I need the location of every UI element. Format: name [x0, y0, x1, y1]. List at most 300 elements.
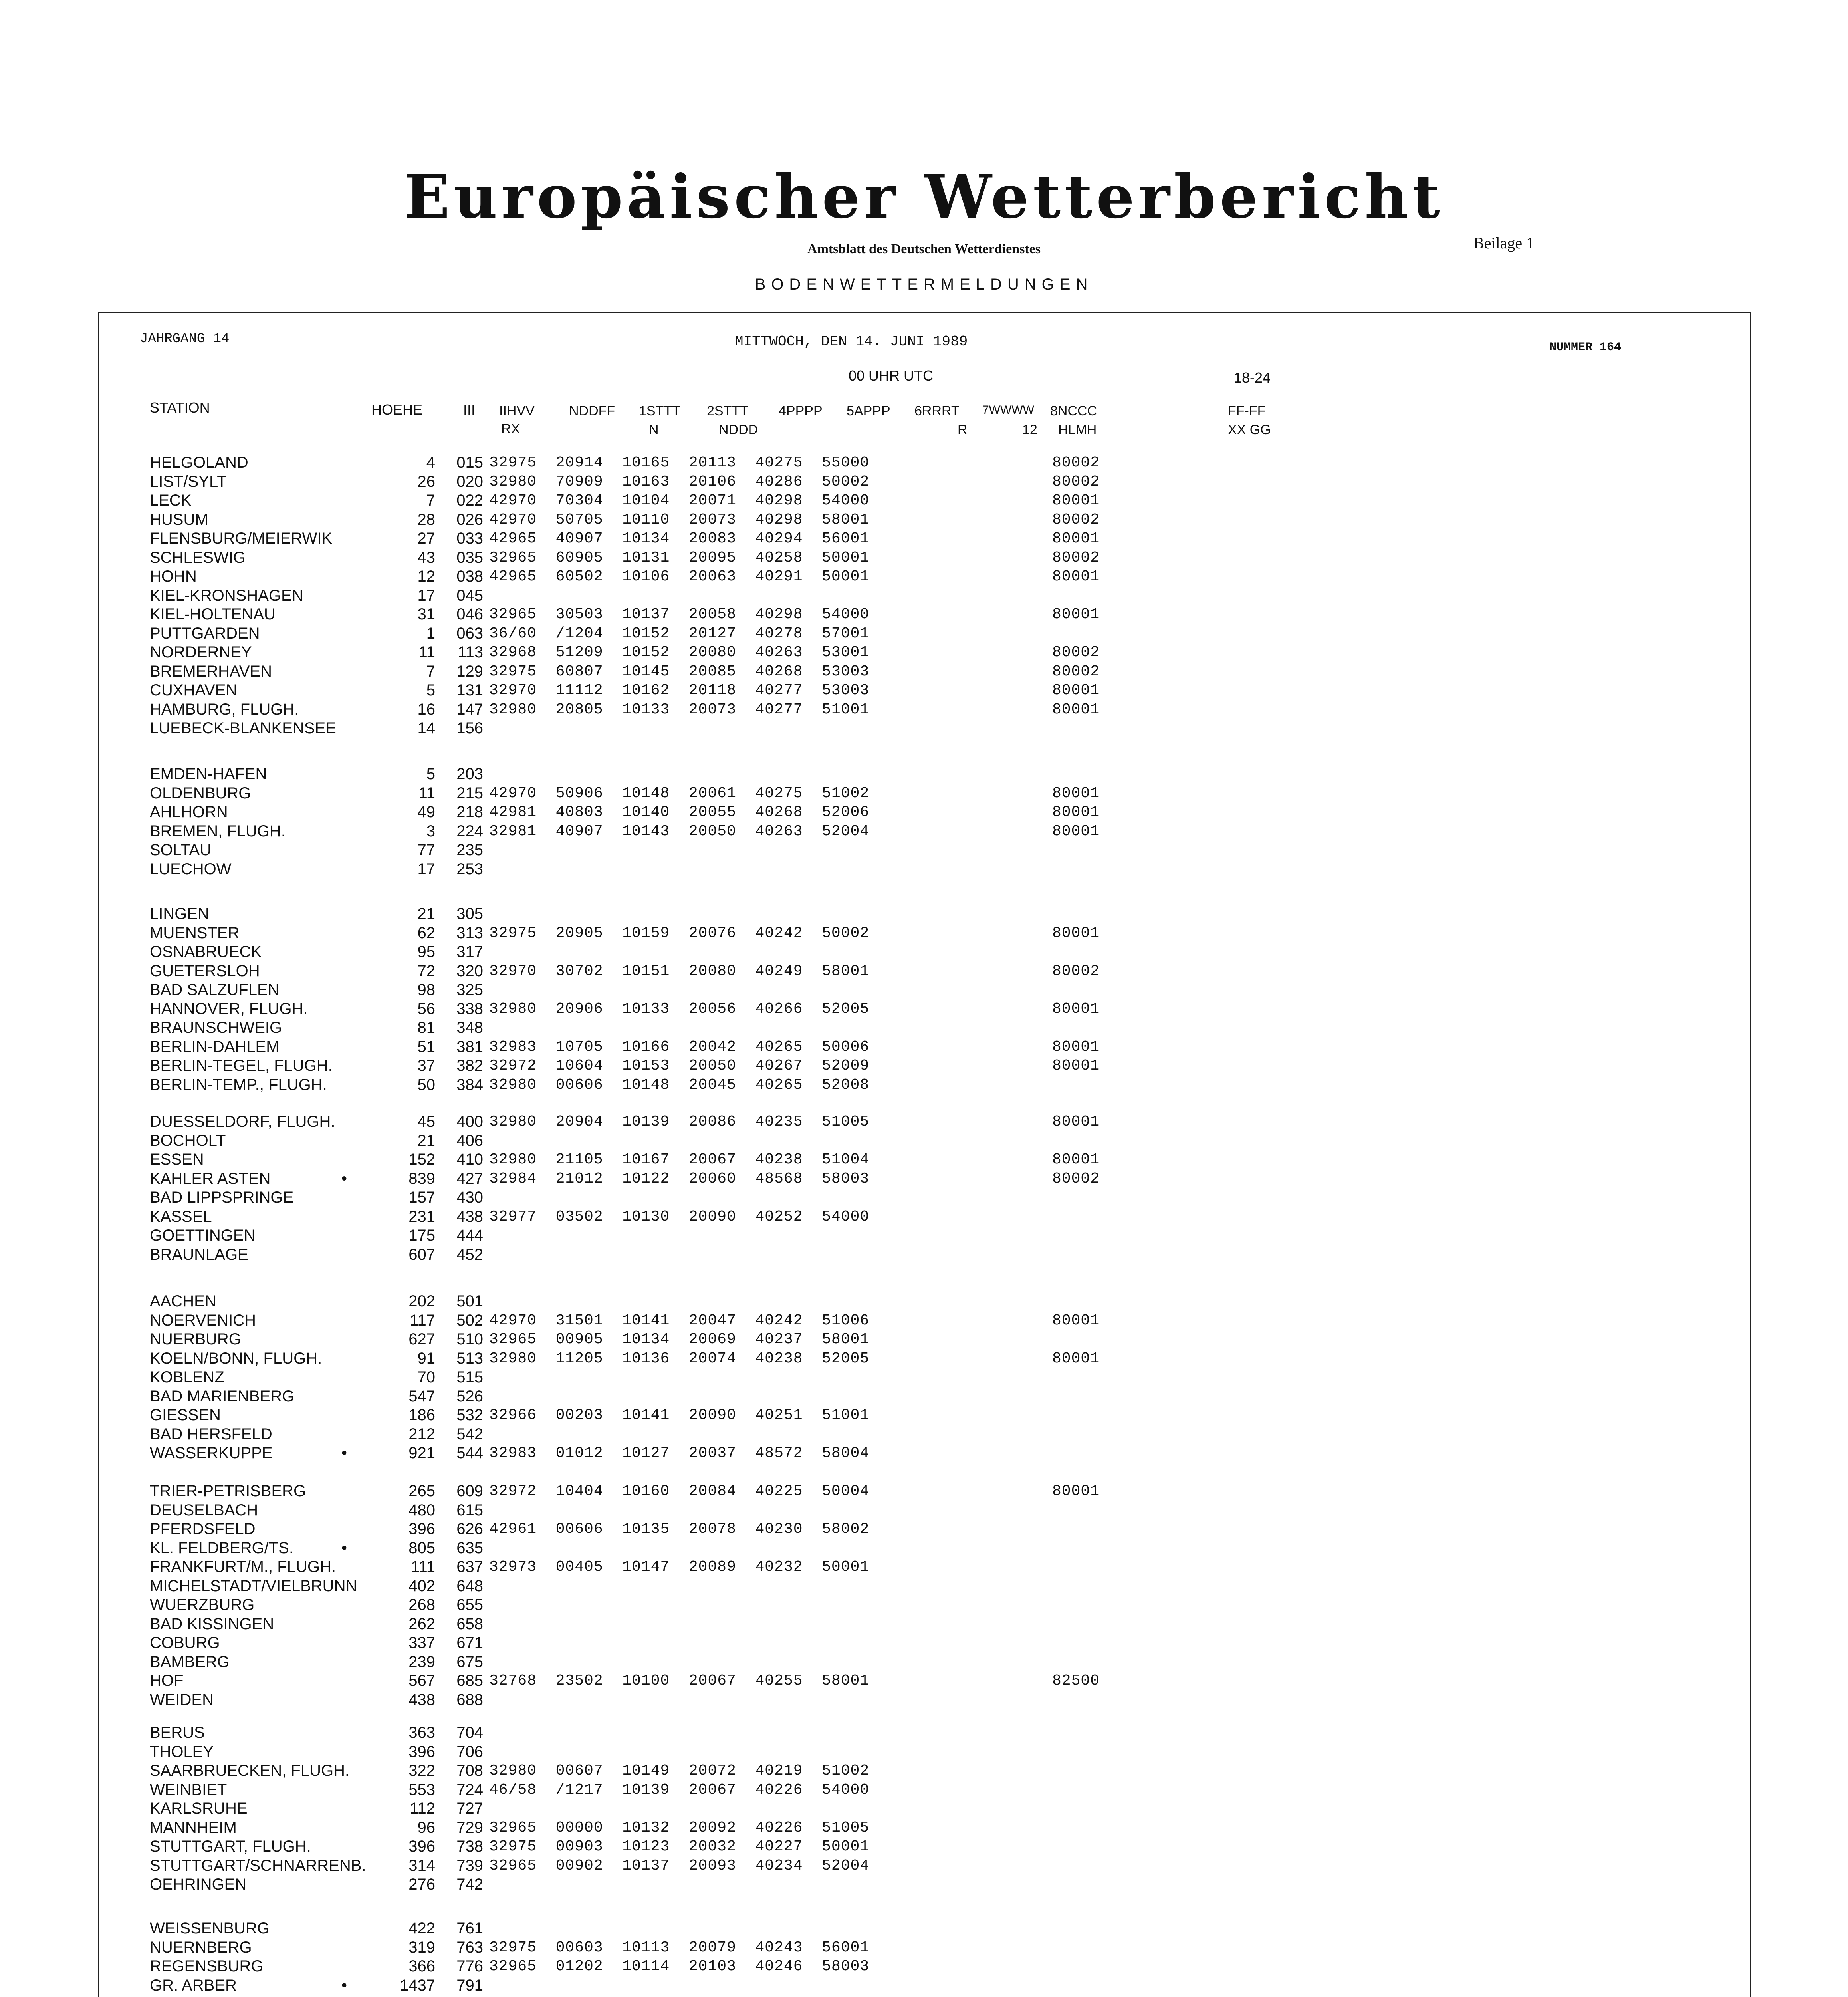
station-name: DEUSELBACH [150, 1501, 258, 1519]
station-name: GIESSEN [150, 1406, 221, 1424]
station-synop-groups: 32975 20914 10165 20113 40275 55000 [489, 454, 870, 471]
station-height: 396 [408, 1520, 435, 1538]
mountain-station-marker: • [341, 1444, 347, 1462]
station-cloud-group: 80002 [1052, 644, 1100, 661]
station-cloud-group: 80001 [1052, 1483, 1100, 1500]
station-height: 43 [417, 548, 435, 566]
station-name: KL. FELDBERG/TS. [150, 1539, 294, 1557]
station-number: 724 [456, 1781, 483, 1798]
station-number: 763 [456, 1938, 483, 1956]
station-name: KARLSRUHE [150, 1800, 248, 1817]
station-height: 396 [408, 1743, 435, 1761]
station-number: 706 [456, 1743, 483, 1761]
station-height: 186 [408, 1406, 435, 1424]
station-number: 113 [458, 643, 483, 661]
station-number: 224 [456, 822, 483, 840]
station-name: LECK [150, 492, 192, 509]
station-number: 685 [456, 1672, 483, 1689]
station-height: 111 [411, 1558, 435, 1576]
period-label: 18-24 [1234, 369, 1271, 386]
supplement-label: Beilage 1 [1473, 234, 1535, 252]
station-cloud-group: 80001 [1052, 1113, 1100, 1130]
volume-label: JAHRGANG 14 [140, 332, 230, 347]
station-number: 046 [456, 605, 483, 623]
station-cloud-group: 80001 [1052, 822, 1100, 840]
station-height: 91 [417, 1349, 435, 1367]
station-name: SAARBRUECKEN, FLUGH. [150, 1762, 350, 1779]
station-synop-groups: 32965 00902 10137 20093 40234 52004 [489, 1857, 870, 1874]
station-number: 742 [456, 1876, 483, 1893]
station-number: 348 [456, 1019, 483, 1036]
station-height: 17 [417, 860, 435, 878]
station-synop-groups: 32975 60807 10145 20085 40268 53003 [489, 663, 870, 680]
station-cloud-group: 80001 [1052, 1350, 1100, 1367]
station-name: THOLEY [150, 1743, 214, 1761]
station-synop-groups: 32975 20905 10159 20076 40242 50002 [489, 924, 870, 942]
column-header-1sttt: 1STTT [639, 403, 680, 419]
station-name: COBURG [150, 1634, 220, 1652]
date-label: MITTWOCH, DEN 14. JUNI 1989 [735, 333, 968, 350]
station-name: EMDEN-HAFEN [150, 765, 267, 783]
column-header-hlmh: HLMH [1058, 422, 1097, 437]
station-name: WEIDEN [150, 1691, 214, 1709]
station-name: OSNABRUECK [150, 943, 262, 961]
station-number: 382 [456, 1057, 483, 1074]
station-synop-groups: 42981 40803 10140 20055 40268 52006 [489, 804, 870, 821]
station-height: 239 [408, 1653, 435, 1671]
station-cloud-group: 80001 [1052, 568, 1100, 585]
station-cloud-group: 80002 [1052, 1170, 1100, 1187]
station-height: 480 [408, 1501, 435, 1519]
station-synop-groups: 32981 40907 10143 20050 40263 52004 [489, 822, 870, 840]
station-height: 567 [408, 1672, 435, 1689]
mountain-station-marker: • [341, 1169, 347, 1187]
station-height: 112 [410, 1800, 435, 1817]
column-header-4pppp: 4PPPP [779, 403, 823, 419]
station-number: 320 [456, 962, 483, 980]
station-height: 265 [408, 1482, 435, 1500]
station-number: 015 [456, 454, 483, 471]
station-name: OLDENBURG [150, 784, 251, 802]
section-title: BODENWETTERMELDUNGEN [755, 276, 1093, 293]
station-name: GR. ARBER [150, 1976, 237, 1994]
station-height: 49 [417, 803, 435, 821]
station-height: 1 [426, 624, 435, 642]
page-subtitle: Amtsblatt des Deutschen Wetterdienstes [807, 242, 1041, 256]
station-height: 363 [408, 1724, 435, 1741]
station-synop-groups: 42965 40907 10134 20083 40294 56001 [489, 530, 870, 547]
station-number: 147 [456, 700, 483, 718]
station-synop-groups: 42965 60502 10106 20063 40291 50001 [489, 568, 870, 585]
station-name: BERLIN-TEGEL, FLUGH. [150, 1057, 333, 1074]
station-number: 020 [456, 472, 483, 490]
column-header-nddff: NDDFF [569, 403, 615, 419]
station-height: 202 [408, 1292, 435, 1310]
station-number: 542 [456, 1425, 483, 1443]
station-height: 1437 [400, 1976, 435, 1994]
station-synop-groups: 32977 03502 10130 20090 40252 54000 [489, 1208, 870, 1225]
station-number: 305 [456, 905, 483, 923]
station-number: 400 [456, 1113, 483, 1130]
station-cloud-group: 80001 [1052, 530, 1100, 547]
station-height: 175 [408, 1227, 435, 1244]
station-number: 406 [456, 1132, 483, 1149]
station-name: BRAUNLAGE [150, 1245, 248, 1263]
column-header-r: R [958, 422, 968, 437]
station-name: HAMBURG, FLUGH. [150, 700, 299, 718]
number-label: NUMMER 164 [1549, 341, 1622, 354]
station-name: HOF [150, 1672, 184, 1689]
station-synop-groups: 32980 70909 10163 20106 40286 50002 [489, 473, 870, 490]
station-number: 502 [456, 1311, 483, 1329]
station-synop-groups: 32965 30503 10137 20058 40298 54000 [489, 606, 870, 623]
station-height: 50 [417, 1076, 435, 1094]
station-name: WEINBIET [150, 1781, 227, 1798]
station-number: 776 [456, 1957, 483, 1975]
station-synop-groups: 32968 51209 10152 20080 40263 53001 [489, 644, 870, 661]
station-cloud-group: 80002 [1052, 549, 1100, 566]
station-cloud-group: 80002 [1052, 511, 1100, 528]
station-height: 95 [417, 943, 435, 961]
station-height: 21 [417, 905, 435, 923]
station-name: REGENSBURG [150, 1957, 264, 1975]
station-name: LUEBECK-BLANKENSEE [150, 719, 336, 737]
column-header-ff: FF-FF [1228, 403, 1266, 419]
station-synop-groups: 32980 11205 10136 20074 40238 52005 [489, 1350, 870, 1367]
station-number: 513 [456, 1349, 483, 1367]
station-synop-groups: 32972 10604 10153 20050 40267 52009 [489, 1057, 870, 1074]
station-synop-groups: 42970 50705 10110 20073 40298 58001 [489, 511, 870, 528]
station-number: 515 [456, 1368, 483, 1386]
station-cloud-group: 80002 [1052, 473, 1100, 490]
station-synop-groups: 32970 30702 10151 20080 40249 58001 [489, 962, 870, 980]
station-name: BOCHOLT [150, 1132, 226, 1149]
station-name: KOELN/BONN, FLUGH. [150, 1349, 322, 1367]
station-number: 038 [456, 568, 483, 585]
station-height: 27 [417, 530, 435, 547]
station-height: 366 [408, 1957, 435, 1975]
station-name: NOERVENICH [150, 1311, 256, 1329]
station-synop-groups: 42961 00606 10135 20078 40230 58002 [489, 1521, 870, 1538]
station-height: 319 [408, 1938, 435, 1956]
station-height: 45 [417, 1113, 435, 1130]
station-height: 72 [417, 962, 435, 980]
station-height: 314 [408, 1856, 435, 1874]
station-height: 17 [417, 586, 435, 604]
station-name: TRIER-PETRISBERG [150, 1482, 306, 1500]
report-frame [98, 312, 1751, 1997]
station-height: 7 [426, 492, 435, 509]
station-height: 7 [426, 662, 435, 680]
station-height: 28 [417, 510, 435, 528]
station-number: 218 [456, 803, 483, 821]
station-synop-groups: 32972 10404 10160 20084 40225 50004 [489, 1483, 870, 1500]
column-header-n: N [649, 422, 659, 437]
column-header-5appp: 5APPP [847, 403, 890, 419]
station-height: 11 [418, 643, 435, 661]
station-cloud-group: 80001 [1052, 606, 1100, 623]
station-synop-groups: 32965 00000 10132 20092 40226 51005 [489, 1819, 870, 1836]
station-name: ESSEN [150, 1151, 204, 1168]
page-title: Europäischer Wetterbericht [404, 162, 1444, 232]
station-number: 131 [456, 681, 483, 699]
station-name: NUERBURG [150, 1330, 241, 1348]
station-height: 627 [408, 1330, 435, 1348]
station-name: KASSEL [150, 1207, 212, 1225]
station-name: HOHN [150, 568, 197, 585]
station-height: 921 [408, 1444, 435, 1462]
station-number: 338 [456, 1000, 483, 1018]
station-synop-groups: 32975 00603 10113 20079 40243 56001 [489, 1939, 870, 1956]
station-cloud-group: 80001 [1052, 1151, 1100, 1168]
station-cloud-group: 82500 [1052, 1672, 1100, 1689]
station-name: BERLIN-DAHLEM [150, 1038, 280, 1056]
station-name: STUTTGART/SCHNARRENB. [150, 1856, 366, 1874]
station-number: 253 [456, 860, 483, 878]
station-cloud-group: 80001 [1052, 804, 1100, 821]
station-name: SOLTAU [150, 841, 212, 859]
station-name: BERUS [150, 1724, 205, 1741]
mountain-station-marker: • [341, 1976, 347, 1994]
station-height: 4 [426, 454, 435, 471]
column-header-12: 12 [1022, 422, 1037, 437]
station-number: 427 [456, 1169, 483, 1187]
station-height: 607 [408, 1245, 435, 1263]
station-height: 547 [408, 1387, 435, 1405]
station-name: BAD SALZUFLEN [150, 981, 280, 998]
station-height: 56 [417, 1000, 435, 1018]
station-number: 156 [456, 719, 483, 737]
station-cloud-group: 80001 [1052, 701, 1100, 718]
station-number: 727 [456, 1800, 483, 1817]
station-name: CUXHAVEN [150, 681, 238, 699]
column-header-7wwww: 7WWWW [982, 403, 1034, 417]
station-synop-groups: 32980 20805 10133 20073 40277 51001 [489, 701, 870, 718]
station-height: 422 [408, 1920, 435, 1937]
station-name: WASSERKUPPE [150, 1444, 273, 1462]
station-synop-groups: 32980 20904 10139 20086 40235 51005 [489, 1113, 870, 1130]
station-synop-groups: 32984 21012 10122 20060 48568 58003 [489, 1170, 870, 1187]
column-header-2sttt: 2STTT [707, 403, 748, 419]
column-header-6rrrt: 6RRRT [914, 403, 960, 419]
column-header-xxgg: XX GG [1228, 422, 1271, 437]
column-header-hoehe: HOEHE [371, 401, 423, 418]
station-height: 117 [410, 1311, 435, 1329]
station-cloud-group: 80001 [1052, 682, 1100, 699]
station-synop-groups: 32980 00607 10149 20072 40219 51002 [489, 1762, 870, 1779]
station-height: 70 [417, 1368, 435, 1386]
station-name: BREMERHAVEN [150, 662, 272, 680]
station-synop-groups: 32966 00203 10141 20090 40251 51001 [489, 1407, 870, 1424]
station-height: 51 [417, 1038, 435, 1056]
station-number: 739 [456, 1856, 483, 1874]
station-height: 212 [408, 1425, 435, 1443]
station-number: 635 [456, 1539, 483, 1557]
station-name: NORDERNEY [150, 643, 252, 661]
station-number: 035 [456, 548, 483, 566]
station-number: 626 [456, 1520, 483, 1538]
station-height: 553 [408, 1781, 435, 1798]
station-number: 045 [456, 586, 483, 604]
station-cloud-group: 80002 [1052, 962, 1100, 980]
station-name: LUECHOW [150, 860, 232, 878]
station-synop-groups: 32973 00405 10147 20089 40232 50001 [489, 1558, 870, 1576]
station-name: BAD KISSINGEN [150, 1615, 274, 1633]
station-cloud-group: 80001 [1052, 1312, 1100, 1329]
station-name: STUTTGART, FLUGH. [150, 1838, 311, 1855]
station-name: GUETERSLOH [150, 962, 260, 980]
station-number: 444 [456, 1227, 483, 1244]
station-number: 708 [456, 1762, 483, 1779]
station-synop-groups: 36/60 /1204 10152 20127 40278 57001 [489, 625, 870, 642]
station-synop-groups: 46/58 /1217 10139 20067 40226 54000 [489, 1781, 870, 1798]
station-height: 5 [426, 765, 435, 783]
station-number: 615 [456, 1501, 483, 1519]
station-cloud-group: 80002 [1052, 663, 1100, 680]
station-name: BAD MARIENBERG [150, 1387, 295, 1405]
station-number: 655 [456, 1596, 483, 1614]
station-height: 31 [417, 605, 435, 623]
station-name: DUESSELDORF, FLUGH. [150, 1113, 335, 1130]
column-header-nddd: NDDD [719, 422, 758, 437]
station-name: MUENSTER [150, 924, 240, 942]
station-number: 438 [456, 1207, 483, 1225]
station-cloud-group: 80001 [1052, 1038, 1100, 1056]
station-synop-groups: 32965 00905 10134 20069 40237 58001 [489, 1331, 870, 1348]
station-name: LIST/SYLT [150, 472, 227, 490]
station-number: 203 [456, 765, 483, 783]
station-name: BAMBERG [150, 1653, 230, 1671]
station-synop-groups: 32983 10705 10166 20042 40265 50006 [489, 1038, 870, 1056]
station-name: OEHRINGEN [150, 1876, 247, 1893]
station-height: 21 [417, 1132, 435, 1149]
station-cloud-group: 80001 [1052, 784, 1100, 802]
station-synop-groups: 42970 70304 10104 20071 40298 54000 [489, 492, 870, 509]
station-number: 675 [456, 1653, 483, 1671]
station-name: KIEL-KRONSHAGEN [150, 586, 303, 604]
station-name: FLENSBURG/MEIERWIK [150, 530, 333, 547]
station-height: 37 [417, 1057, 435, 1074]
station-name: LINGEN [150, 905, 209, 923]
station-name: KOBLENZ [150, 1368, 224, 1386]
station-synop-groups: 32980 21105 10167 20067 40238 51004 [489, 1151, 870, 1168]
station-name: BAD HERSFELD [150, 1425, 272, 1443]
station-height: 62 [417, 924, 435, 942]
station-height: 157 [408, 1189, 435, 1206]
station-height: 402 [408, 1577, 435, 1595]
station-number: 544 [456, 1444, 483, 1462]
station-cloud-group: 80002 [1052, 454, 1100, 471]
station-height: 14 [417, 719, 435, 737]
station-number: 648 [456, 1577, 483, 1595]
station-number: 532 [456, 1406, 483, 1424]
station-name: KIEL-HOLTENAU [150, 605, 276, 623]
station-cloud-group: 80001 [1052, 492, 1100, 509]
station-height: 276 [408, 1876, 435, 1893]
station-synop-groups: 32768 23502 10100 20067 40255 58001 [489, 1672, 870, 1689]
station-synop-groups: 32980 00606 10148 20045 40265 52008 [489, 1076, 870, 1094]
column-header-station: STATION [150, 399, 210, 416]
station-number: 761 [456, 1920, 483, 1937]
station-name: WEISSENBURG [150, 1920, 270, 1937]
station-height: 77 [417, 841, 435, 859]
station-height: 438 [408, 1691, 435, 1709]
station-synop-groups: 32975 00903 10123 20032 40227 50001 [489, 1838, 870, 1855]
station-synop-groups: 32980 20906 10133 20056 40266 52005 [489, 1000, 870, 1018]
station-synop-groups: 32983 01012 10127 20037 48572 58004 [489, 1445, 870, 1462]
station-name: PUTTGARDEN [150, 624, 260, 642]
station-height: 839 [408, 1169, 435, 1187]
station-height: 396 [408, 1838, 435, 1855]
station-number: 215 [456, 784, 483, 802]
station-number: 526 [456, 1387, 483, 1405]
column-header-8nccc: 8NCCC [1050, 403, 1097, 419]
station-height: 11 [418, 784, 435, 802]
mountain-station-marker: • [341, 1539, 347, 1557]
station-number: 791 [456, 1976, 483, 1994]
station-name: GOETTINGEN [150, 1227, 256, 1244]
station-number: 430 [456, 1189, 483, 1206]
station-number: 510 [456, 1330, 483, 1348]
station-height: 262 [408, 1615, 435, 1633]
station-number: 501 [456, 1292, 483, 1310]
station-number: 609 [456, 1482, 483, 1500]
station-number: 410 [456, 1151, 483, 1168]
station-number: 704 [456, 1724, 483, 1741]
column-header-iii: III [463, 401, 476, 418]
station-number: 325 [456, 981, 483, 998]
column-header-ihvv: IIHVV [499, 403, 535, 419]
station-name: BERLIN-TEMP., FLUGH. [150, 1076, 327, 1094]
station-name: HANNOVER, FLUGH. [150, 1000, 308, 1018]
station-synop-groups: 32965 60905 10131 20095 40258 50001 [489, 549, 870, 566]
station-height: 96 [417, 1818, 435, 1836]
station-name: FRANKFURT/M., FLUGH. [150, 1558, 336, 1576]
station-name: HELGOLAND [150, 454, 248, 471]
station-name: SCHLESWIG [150, 548, 246, 566]
station-number: 129 [456, 662, 483, 680]
station-number: 637 [456, 1558, 483, 1576]
station-name: BREMEN, FLUGH. [150, 822, 286, 840]
station-number: 235 [456, 841, 483, 859]
time-label: 00 UHR UTC [849, 367, 934, 384]
station-height: 805 [408, 1539, 435, 1557]
station-name: MANNHEIM [150, 1818, 237, 1836]
station-synop-groups: 42970 31501 10141 20047 40242 51006 [489, 1312, 870, 1329]
station-number: 452 [456, 1245, 483, 1263]
station-number: 381 [456, 1038, 483, 1056]
station-height: 231 [408, 1207, 435, 1225]
station-number: 671 [456, 1634, 483, 1652]
station-number: 313 [456, 924, 483, 942]
station-cloud-group: 80001 [1052, 924, 1100, 942]
station-name: NUERNBERG [150, 1938, 252, 1956]
station-name: KAHLER ASTEN [150, 1169, 271, 1187]
station-number: 022 [456, 492, 483, 509]
station-name: BAD LIPPSPRINGE [150, 1189, 294, 1206]
station-synop-groups: 32965 01202 10114 20103 40246 58003 [489, 1958, 870, 1975]
station-height: 16 [417, 700, 435, 718]
station-name: BRAUNSCHWEIG [150, 1019, 282, 1036]
station-name: MICHELSTADT/VIELBRUNN [150, 1577, 357, 1595]
station-height: 322 [408, 1762, 435, 1779]
station-height: 152 [408, 1151, 435, 1168]
station-number: 738 [456, 1838, 483, 1855]
station-cloud-group: 80001 [1052, 1000, 1100, 1018]
station-number: 658 [456, 1615, 483, 1633]
station-number: 063 [456, 624, 483, 642]
station-number: 317 [456, 943, 483, 961]
